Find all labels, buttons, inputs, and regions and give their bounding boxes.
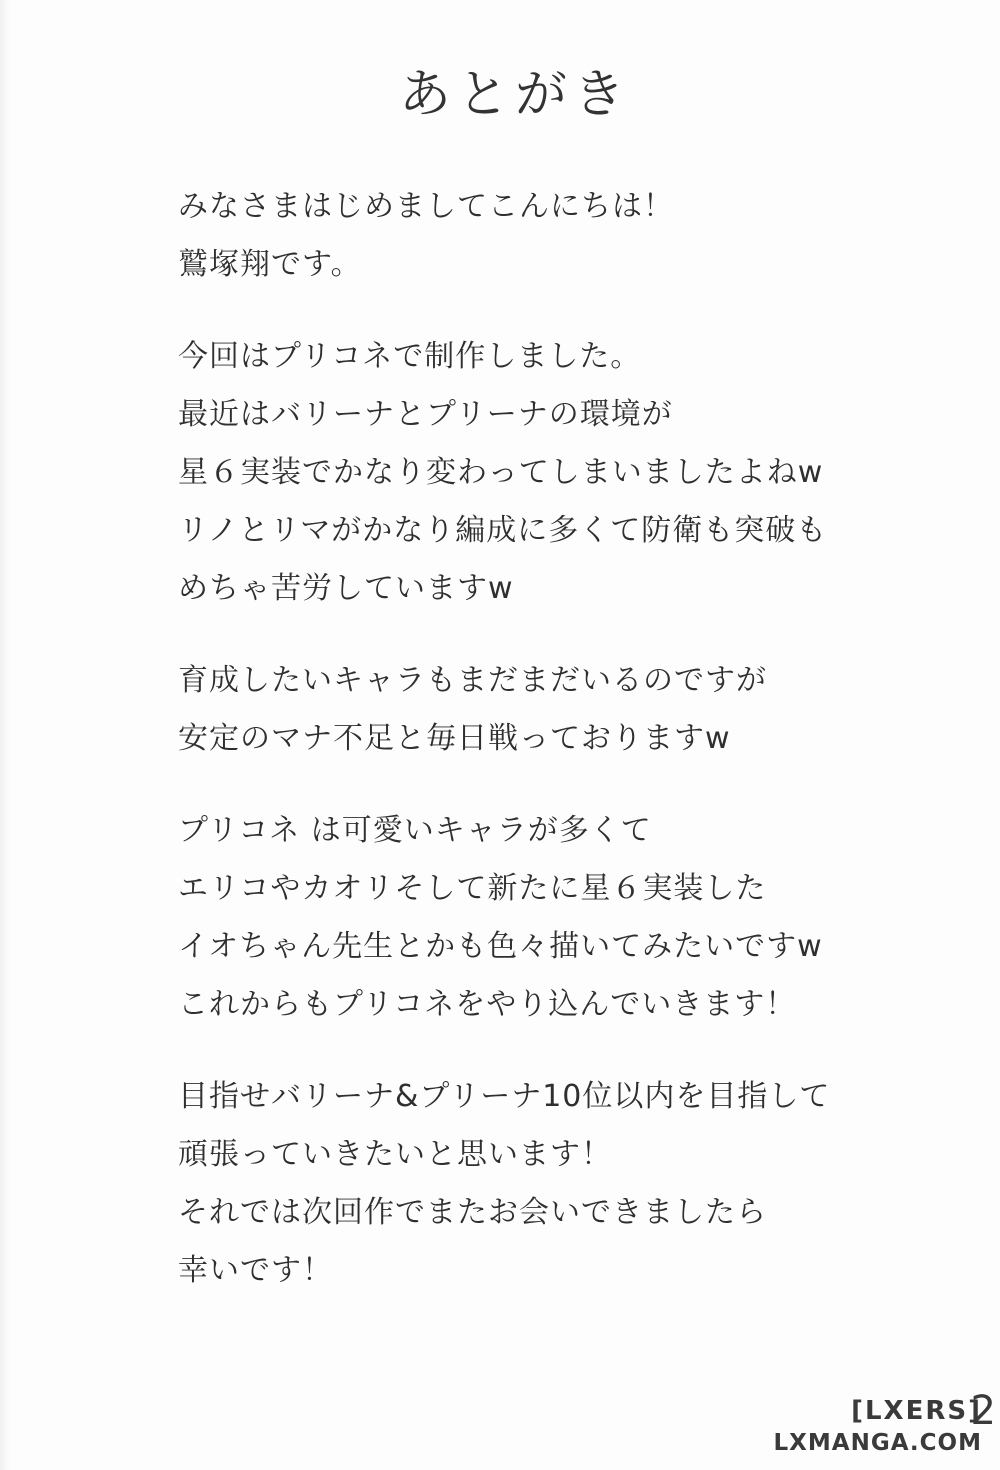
- text-line: 頑張っていきたいと思います！: [178, 1137, 612, 1172]
- paragraph: [178, 652, 938, 768]
- text-line: リノとリマがかなり編成に多くて防衛も突破も: [178, 513, 828, 548]
- watermark-tag: [LXERS]: [851, 1396, 982, 1426]
- paragraph: [178, 1068, 938, 1300]
- text-line: これからもプリコネをやり込んでいきます！: [178, 987, 797, 1022]
- text-line: 目指せバリーナ&プリーナ10位以内を目指して: [178, 1079, 831, 1114]
- text-line: それでは次回作でまたお会いできましたら: [178, 1195, 767, 1230]
- text-line: 今回はプリコネで制作しました。: [178, 339, 642, 374]
- text-line: みなさまはじめましてこんにちは！: [178, 189, 674, 224]
- text-line: イオちゃん先生とかも色々描いてみたいですw: [178, 929, 823, 964]
- afterword-body: [178, 178, 938, 1334]
- text-line: 鷲塚翔です。: [178, 247, 362, 282]
- page-number: 2: [970, 1388, 996, 1434]
- watermark-site: LXMANGA.COM: [773, 1430, 982, 1456]
- page-edge-shadow: [0, 0, 10, 1470]
- text-line: 最近はバリーナとプリーナの環境が: [178, 397, 673, 432]
- page-title: あとがき: [398, 65, 631, 125]
- text-line: 安定のマナ不足と毎日戦っておりますw: [178, 721, 731, 756]
- paragraph: [178, 802, 938, 1034]
- text-line: プリコネ は可愛いキャラが多くて: [178, 813, 652, 848]
- watermark: [774, 1396, 983, 1456]
- paragraph: [178, 178, 938, 294]
- text-line: 星６実装でかなり変わってしまいましたよねw: [178, 455, 824, 490]
- text-line: エリコやカオリそして新たに星６実装した: [178, 871, 767, 906]
- text-line: 育成したいキャラもまだまだいるのですが: [178, 663, 767, 698]
- text-line: 幸いです！: [178, 1253, 333, 1288]
- text-line: めちゃ苦労していますw: [178, 571, 514, 606]
- paragraph: [178, 328, 938, 618]
